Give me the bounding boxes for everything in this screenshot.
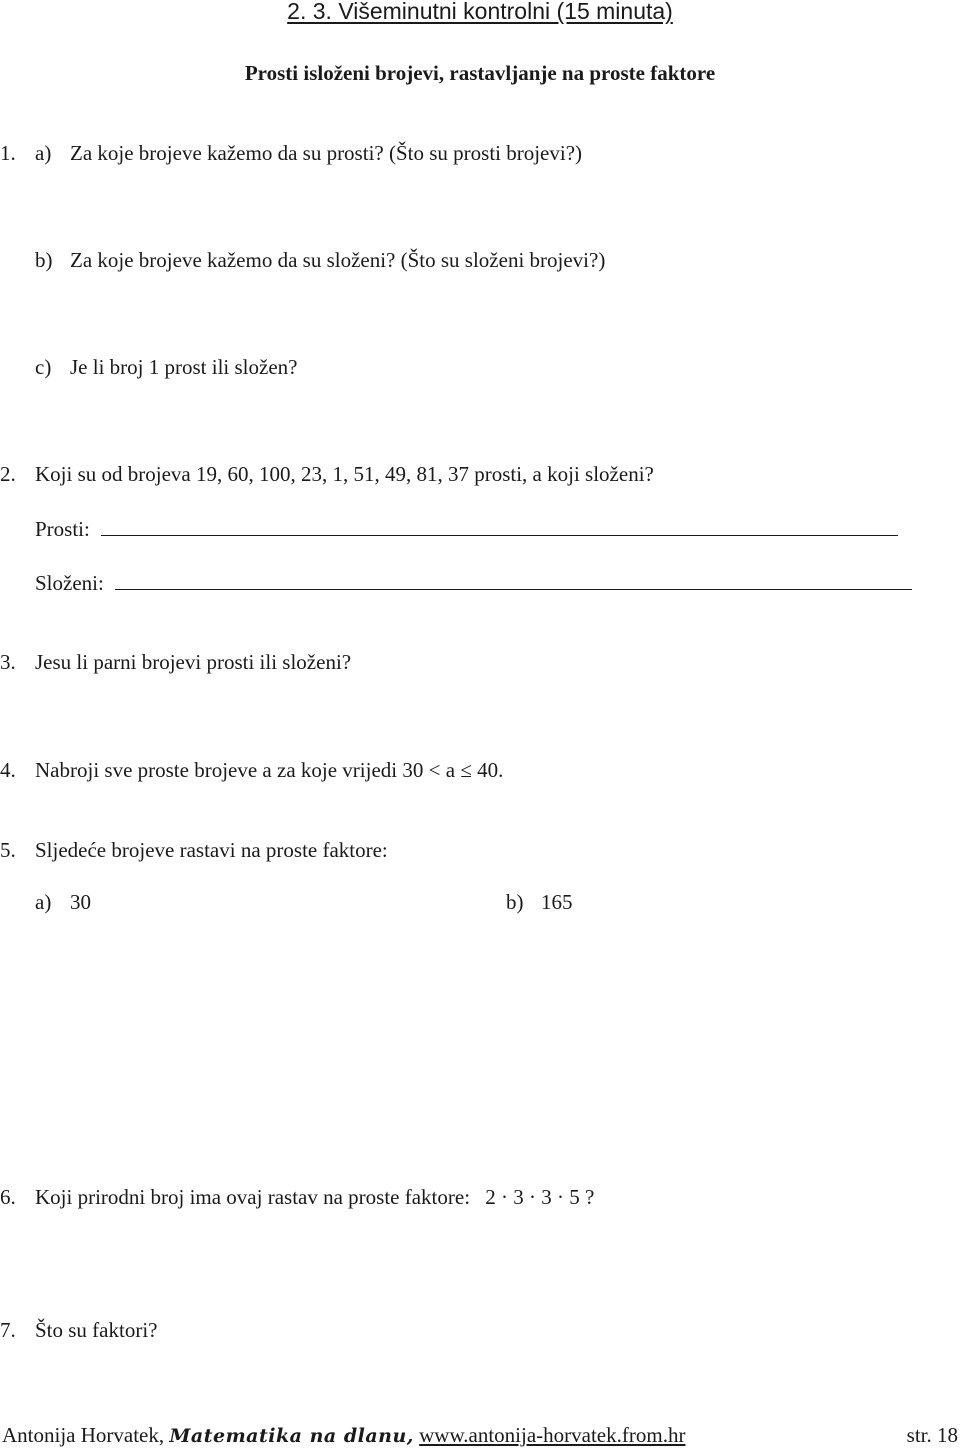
subquestion-label: c)	[35, 355, 52, 379]
question-7	[0, 1318, 157, 1343]
subquestion-value: 165	[541, 890, 573, 914]
footer-website-link[interactable]: www.antonija-horvatek.from.hr	[419, 1423, 686, 1447]
question-5	[0, 838, 388, 863]
answer-blank[interactable]	[101, 516, 898, 536]
question-1-b	[35, 248, 605, 273]
footer-page-number: str. 18	[906, 1423, 958, 1447]
question-number: 5.	[0, 838, 16, 862]
question-number: 7.	[0, 1318, 16, 1342]
footer-book-title: Matematika na dlanu,	[169, 1425, 414, 1447]
subquestion-value: 30	[70, 890, 91, 914]
question-5-b	[506, 890, 573, 915]
question-number: 2.	[0, 462, 16, 486]
answer-label: Prosti:	[35, 517, 90, 541]
subquestion-label: b)	[506, 890, 524, 914]
question-text: Za koje brojeve kažemo da su prosti? (Što su prosti brojevi?)	[70, 141, 583, 165]
answer-label: Složeni:	[35, 571, 104, 595]
less-or-equal-symbol: ≤	[460, 758, 472, 782]
footer-author: Antonija Horvatek,	[2, 1423, 165, 1447]
question-text-end: 40.	[471, 758, 504, 782]
subquestion-label: a)	[35, 141, 52, 165]
question-text: Koji prirodni broj ima ovaj rastav na proste faktore:	[35, 1185, 471, 1209]
question-text: Za koje brojeve kažemo da su složeni? (Što su složeni brojevi?)	[70, 248, 606, 272]
question-1-c	[35, 355, 297, 380]
subquestion-label: a)	[35, 890, 52, 914]
factor-expression: 2 · 3 · 3 · 5 ?	[485, 1185, 595, 1209]
footer	[2, 1423, 685, 1448]
answer-blank[interactable]	[115, 570, 912, 590]
page-title: 2. 3. Višeminutni kontrolni (15 minuta)	[287, 0, 673, 24]
question-5-a	[35, 890, 91, 915]
subquestion-label: b)	[35, 248, 53, 272]
question-number: 6.	[0, 1185, 16, 1209]
answer-line-prosti	[35, 516, 898, 542]
question-text: Koji su od brojeva 19, 60, 100, 23, 1, 51, 49, 81, 37 prosti, a koji složeni?	[35, 462, 654, 486]
question-number: 3.	[0, 650, 16, 674]
question-text: Sljedeće brojeve rastavi na proste faktore:	[35, 838, 388, 862]
question-text: Je li broj 1 prost ili složen?	[70, 355, 298, 379]
question-text: Jesu li parni brojevi prosti ili složeni?	[35, 650, 352, 674]
question-3	[0, 650, 351, 675]
question-number: 4.	[0, 758, 16, 782]
question-text: Nabroji sve proste brojeve a za koje vrijedi 30 < a	[35, 758, 461, 782]
question-6	[0, 1185, 594, 1210]
worksheet-subtitle: Prosti isloženi brojevi, rastavljanje na proste faktore	[244, 61, 716, 85]
question-4	[0, 758, 503, 783]
question-text: Što su faktori?	[35, 1318, 158, 1342]
question-1-a	[0, 141, 582, 166]
question-number: 1.	[0, 141, 16, 165]
question-2	[0, 462, 654, 487]
answer-line-slozeni	[35, 570, 912, 596]
